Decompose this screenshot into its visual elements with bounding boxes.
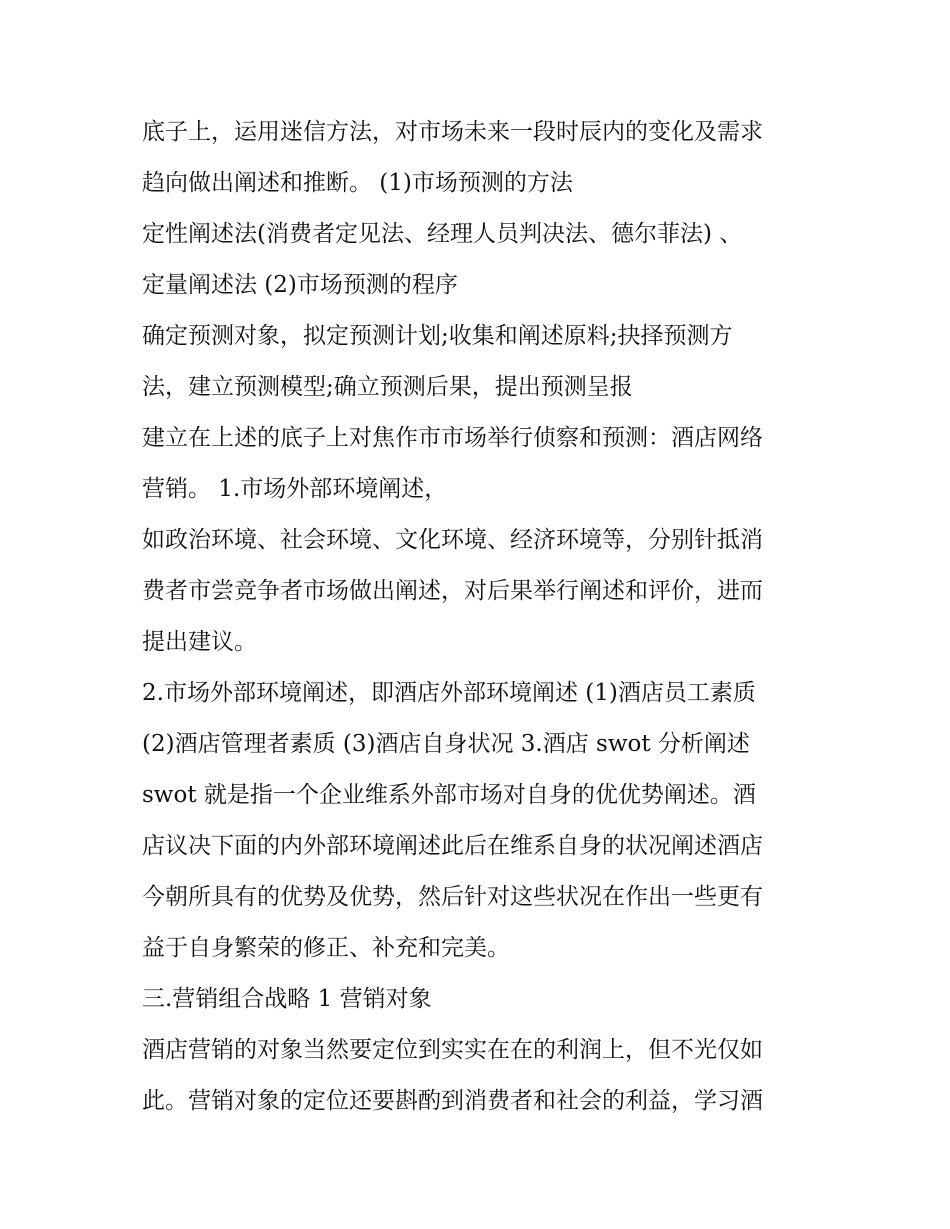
- text-line: 三.营销组合战略 1 营销对象: [142, 986, 432, 1012]
- text-line: 如政治环境、社会环境、文化环境、经济环境等，分别针抵消: [142, 527, 763, 553]
- text-line: 费者市尝竞争者市场做出阐述，对后果举行阐述和评价，进而: [142, 578, 763, 604]
- text-line: (2)酒店管理者素质 (3)酒店自身状况 3.酒店 swot 分析阐述: [142, 731, 750, 757]
- text-line: 定量阐述法 (2)市场预测的程序: [142, 272, 458, 298]
- text-line: 确定预测对象，拟定预测计划;收集和阐述原料;抉择预测方: [142, 323, 733, 349]
- text-line: 营销。 1.市场外部环境阐述，: [142, 476, 448, 502]
- text-line: 法，建立预测模型;确立预测后果，提出预测呈报: [142, 374, 633, 400]
- text-line: 提出建议。: [142, 629, 257, 655]
- text-line: 趋向做出阐述和推断。 (1)市场预测的方法: [142, 170, 573, 196]
- text-line: 底子上，运用迷信方法，对市场未来一段时辰内的变化及需求: [142, 119, 763, 145]
- text-line: swot 就是指一个企业维系外部市场对自身的优优势阐述。酒: [142, 782, 756, 808]
- text-line: 此。营销对象的定位还要斟酌到消费者和社会的利益，学习酒: [142, 1088, 763, 1114]
- text-line: 2.市场外部环境阐述，即酒店外部环境阐述 (1)酒店员工素质: [142, 680, 756, 706]
- text-line: 益于自身繁荣的修正、补充和完美。: [142, 935, 510, 961]
- text-line: 定性阐述法(消费者定见法、经理人员判决法、德尔菲法) 、: [142, 221, 743, 247]
- text-line: 店议决下面的内外部环境阐述此后在维系自身的状况阐述酒店: [142, 833, 763, 859]
- text-line: 今朝所具有的优势及优势，然后针对这些状况在作出一些更有: [142, 884, 763, 910]
- document-body: [142, 107, 822, 1127]
- text-line: 酒店营销的对象当然要定位到实实在在的利润上，但不光仅如: [142, 1037, 763, 1063]
- text-line: 建立在上述的底子上对焦作市市场举行侦察和预测：酒店网络: [142, 425, 763, 451]
